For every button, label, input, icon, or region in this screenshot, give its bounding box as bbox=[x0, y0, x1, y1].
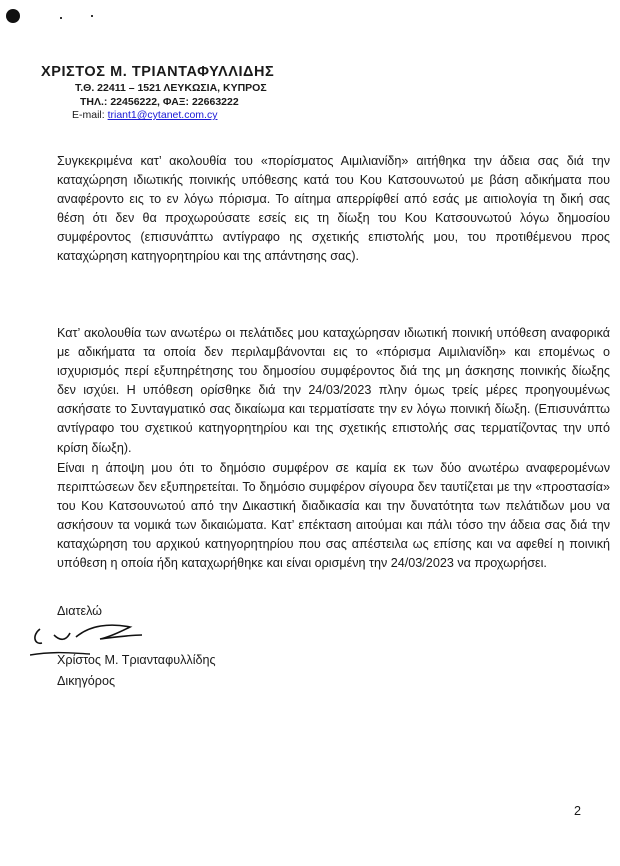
letterhead-name: ΧΡΙΣΤΟΣ Μ. ΤΡΙΑΝΤΑΦΥΛΛΙΔΗΣ bbox=[41, 64, 275, 80]
email-label: E-mail: bbox=[72, 109, 105, 121]
letterhead-phone-fax: ΤΗΛ.: 22456222, ΦΑΞ: 22663222 bbox=[80, 96, 239, 108]
signatory-name: Χρίστος Μ. Τριανταφυλλίδης bbox=[57, 653, 216, 667]
letterhead-address: Τ.Θ. 22411 – 1521 ΛΕΥΚΩΣΙΑ, ΚΥΠΡΟΣ bbox=[75, 82, 267, 94]
body-paragraph-2: Κατ’ ακολουθία των ανωτέρω οι πελάτιδες μου καταχώρησαν ιδιωτική ποινική υπόθεση αναφορικά με αδικήματα τα οποία δεν περιλαμβάνονται εις το «πόρισμα Αιμιλιανίδη» και επομένως ο ισχυρισμός περί εξυπηρέτησης του δημοσίου συμφέροντος διά της μη άσκησης ποινικής δίωξης δεν ισχύει. Η υπόθεση ορίσθηκε διά την 24/03/2023 πλην όμως τρείς μέρες προηγουμένως ασκήσατε το Συνταγματικό σας δικαίωμα και τερματίσατε την εν λόγω ποινική δίωξη. (Επισυνάπτω αντίγραφο του σχετικού κατηγορητηρίου και της σχετικής επιστολής σας τερματίζοντας την υπό κρίση δίωξη). bbox=[57, 326, 610, 455]
body-paragraph-1: Συγκεκριμένα κατ’ ακολουθία του «πορίσματος Αιμιλιανίδη» αιτήθηκα την άδεια σας διά την καταχώρηση ιδιωτικής ποινικής υπόθεσης κατά του Κου Κατσουνωτού με βάση αδικήματα που αναφέροντο εις το εν λόγω πόρισμα. Το αίτημα απερρίφθεί από εσάς με αιτιολογία τη δική σας θέση ότι δεν θα προχωρούσατε εσείς εις τη δίωξη του Κου Κατσουνωτού λόγω δημοσίου συμφέροντος (επισυνάπτω αντίγραφο ης σχετικής επιστολής μου, του προτιθέμενου προς καταχώρηση κατηγορητηρίου και της απάντησης σας). bbox=[57, 154, 610, 264]
signatory-title: Δικηγόρος bbox=[57, 674, 116, 688]
scan-speck bbox=[60, 17, 62, 19]
body-paragraph-3: Είναι η άποψη μου ότι το δημόσιο συμφέρον σε καμία εκ των δύο ανωτέρω αναφερομένων περιπτώσεων δεν εξυπηρετείται. Το δημόσιο συμφέρον σίγουρα δεν ταυτίζεται με την «προστασία» του Κου Κατσουνωτού από την Δικαστική διαδικασία και την δυνατότητα των πελάτιδων μου να ασκήσουν τα νομικά των δικαιώματα. Κατ’ επέκταση αιτούμαι και πάλι τόσο την άδεια σας διά την καταχώρηση του αρχικού κατηγορητηρίου που σας απέστειλα ως επίσης και να αφεθεί η ποινική υπόθεση η οποία ήδη καταχωρήθηκε και είναι ορισμένη την 24/03/2023 να προχωρήσει. bbox=[57, 461, 610, 571]
scan-mark-dot bbox=[6, 9, 20, 23]
scan-speck bbox=[91, 15, 93, 17]
letterhead-email-row bbox=[72, 109, 217, 121]
page-number: 2 bbox=[574, 804, 582, 818]
closing-salutation: Διατελώ bbox=[57, 604, 103, 618]
email-link[interactable]: triant1@cytanet.com.cy bbox=[107, 109, 218, 121]
